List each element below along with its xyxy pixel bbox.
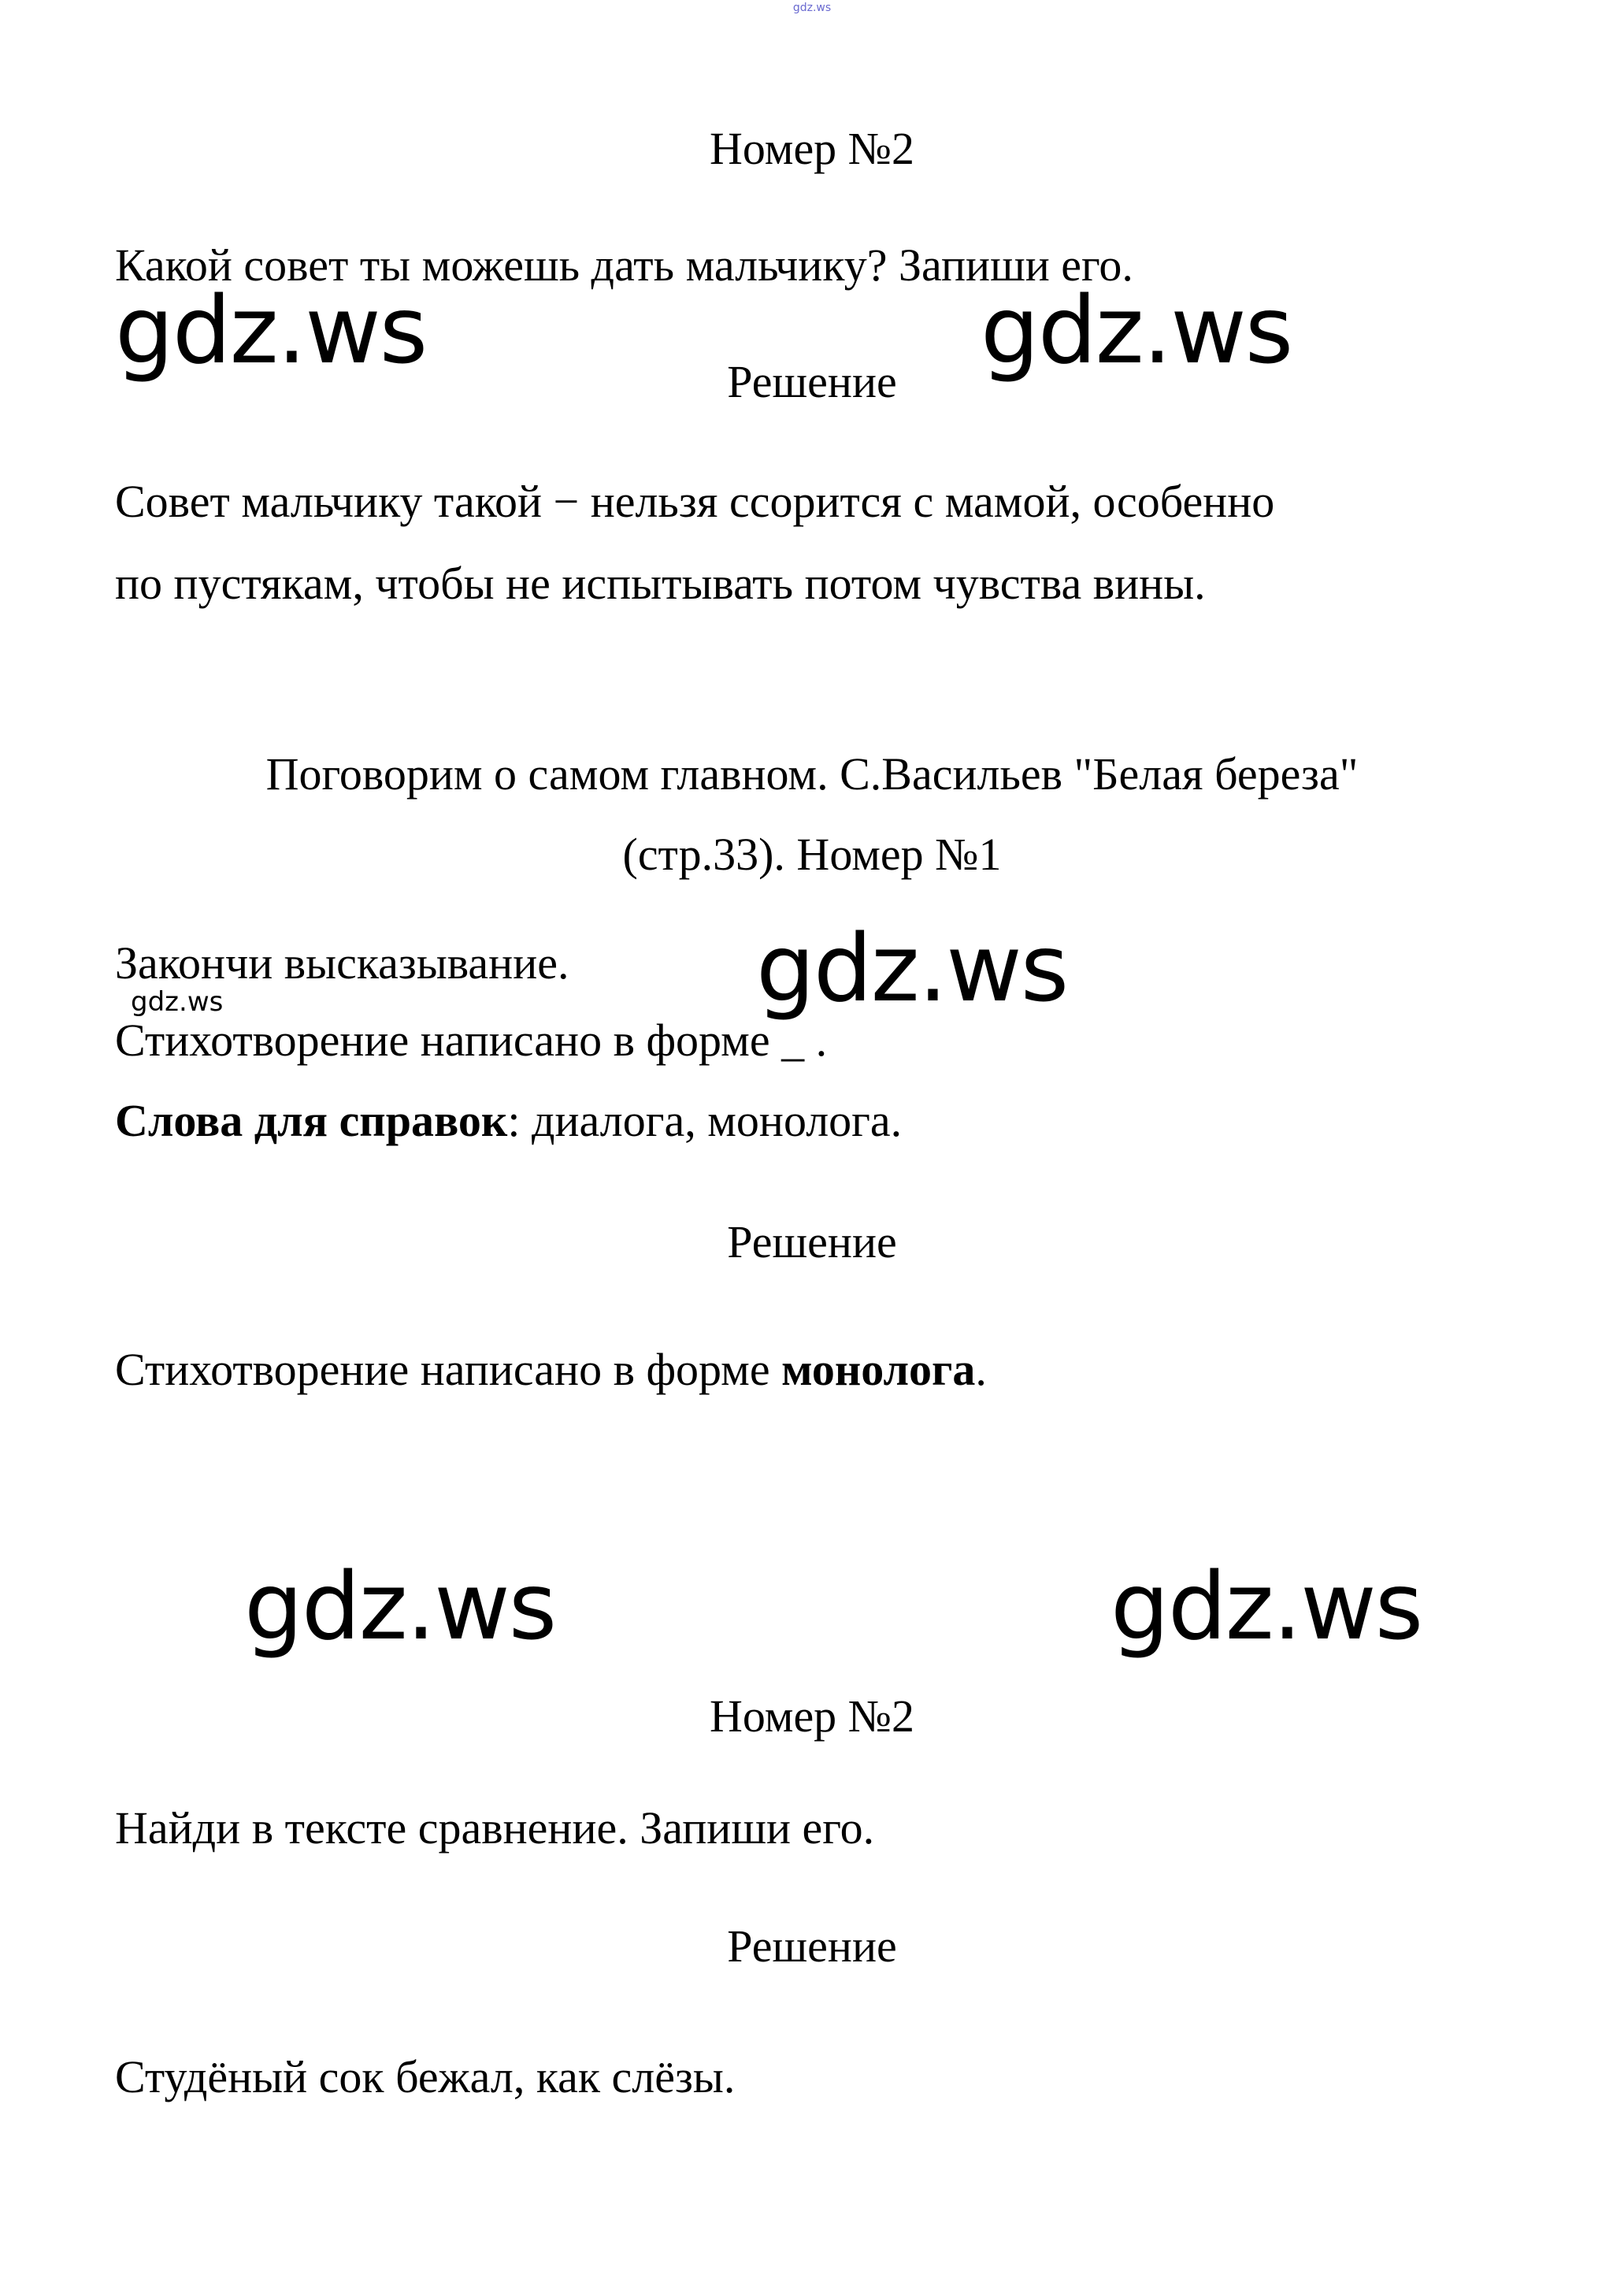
watermark-small: gdz.ws xyxy=(131,986,224,1018)
section3-question: Найди в тексте сравнение. Запиши его. xyxy=(115,1802,875,1854)
section3-solution-label: Решение xyxy=(727,1920,897,1972)
section3-answer: Студёный сок бежал, как слёзы. xyxy=(115,2051,736,2102)
section2-title-line2: (стр.33). Номер №1 xyxy=(622,829,1002,880)
watermark-top: gdz.ws xyxy=(792,2,832,14)
answer-prefix: Стихотворение написано в форме xyxy=(115,1344,782,1395)
section2-statement: Стихотворение написано в форме _ . xyxy=(115,1015,828,1066)
section2-task: Закончи высказывание. xyxy=(115,937,569,989)
section2-answer xyxy=(115,1344,987,1395)
section2-title-line1: Поговорим о самом главном. С.Васильев "Белая береза" xyxy=(265,748,1359,800)
section1-question: Какой совет ты можешь дать мальчику? Запиши его. xyxy=(115,239,1133,291)
section2-solution-label: Решение xyxy=(727,1216,897,1267)
watermark: gdz.ws xyxy=(1110,1552,1422,1661)
hint-label: Слова для справок xyxy=(115,1095,508,1146)
hint-words: : диалога, монолога. xyxy=(507,1095,903,1146)
answer-bold: монолога xyxy=(781,1344,976,1395)
section1-heading: Номер №2 xyxy=(709,123,915,174)
section2-hint xyxy=(115,1095,903,1146)
section1-answer-line1: Совет мальчику такой − нельзя ссорится с мамой, особенно xyxy=(115,476,1275,527)
section1-answer-line2: по пустякам, чтобы не испытывать потом чувства вины. xyxy=(115,558,1206,609)
watermark: gdz.ws xyxy=(756,914,1068,1022)
watermark: gdz.ws xyxy=(981,276,1292,384)
watermark: gdz.ws xyxy=(244,1552,556,1661)
watermark: gdz.ws xyxy=(115,276,427,384)
section3-heading: Номер №2 xyxy=(709,1690,915,1742)
section1-solution-label: Решение xyxy=(727,356,897,407)
answer-suffix: . xyxy=(975,1344,987,1395)
